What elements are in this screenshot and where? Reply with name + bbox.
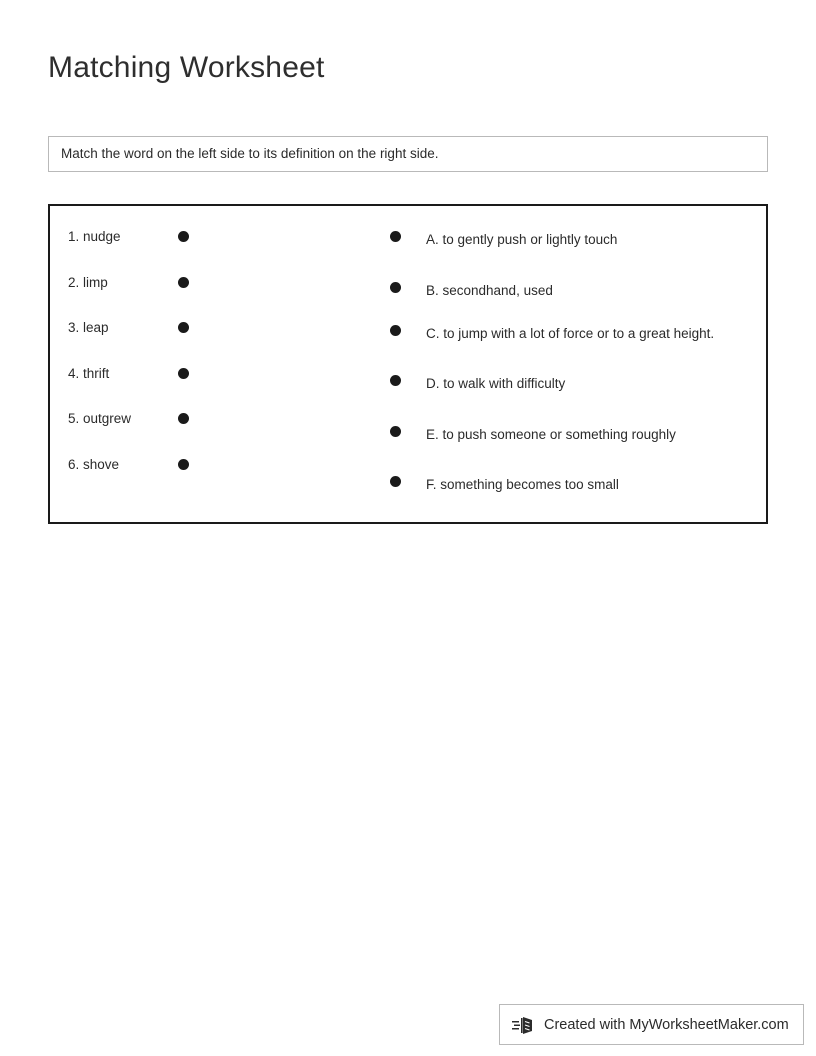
myworksheetmaker-logo-icon bbox=[512, 1014, 538, 1036]
match-dot-icon[interactable] bbox=[390, 282, 401, 293]
match-dot-icon[interactable] bbox=[178, 459, 189, 470]
match-dot-icon[interactable] bbox=[390, 375, 401, 386]
list-item[interactable] bbox=[68, 228, 358, 274]
match-dot-icon[interactable] bbox=[178, 277, 189, 288]
match-dot-icon[interactable] bbox=[178, 368, 189, 379]
instructions-text: Match the word on the left side to its definition on the right side. bbox=[61, 146, 439, 161]
list-item[interactable] bbox=[68, 365, 358, 411]
match-dot-icon[interactable] bbox=[390, 426, 401, 437]
list-item[interactable] bbox=[68, 319, 358, 365]
instructions-box bbox=[48, 136, 768, 172]
word-label: 6. shove bbox=[68, 456, 120, 472]
words-column bbox=[68, 228, 358, 501]
definition-label: C. to jump with a lot of force or to a great height. bbox=[426, 325, 715, 341]
list-item[interactable] bbox=[390, 322, 750, 345]
definitions-column bbox=[390, 228, 750, 524]
definition-label: E. to push someone or something roughly bbox=[426, 426, 676, 442]
list-item[interactable] bbox=[68, 274, 358, 320]
list-item[interactable] bbox=[390, 279, 750, 302]
list-item[interactable] bbox=[390, 473, 750, 496]
definition-label: A. to gently push or lightly touch bbox=[426, 232, 618, 247]
match-dot-icon[interactable] bbox=[178, 231, 189, 242]
footer-attribution-text: Created with MyWorksheetMaker.com bbox=[544, 1016, 789, 1033]
list-item[interactable] bbox=[68, 410, 358, 456]
list-item[interactable] bbox=[68, 456, 358, 502]
word-label: 4. thrift bbox=[68, 365, 110, 381]
word-label: 3. leap bbox=[68, 320, 109, 335]
word-label: 2. limp bbox=[68, 274, 108, 290]
word-label: 5. outgrew bbox=[68, 411, 132, 426]
match-dot-icon[interactable] bbox=[390, 231, 401, 242]
matching-exercise-box bbox=[48, 204, 768, 524]
page-title: Matching Worksheet bbox=[48, 51, 325, 84]
definition-label: D. to walk with difficulty bbox=[426, 376, 566, 391]
match-dot-icon[interactable] bbox=[178, 322, 189, 333]
footer-attribution-badge[interactable] bbox=[499, 1004, 804, 1045]
list-item[interactable] bbox=[390, 423, 750, 446]
definition-label: F. something becomes too small bbox=[426, 477, 619, 492]
definition-label: B. secondhand, used bbox=[426, 282, 553, 298]
word-label: 1. nudge bbox=[68, 229, 121, 244]
match-dot-icon[interactable] bbox=[390, 325, 401, 336]
list-item[interactable] bbox=[390, 228, 750, 251]
match-dot-icon[interactable] bbox=[178, 413, 189, 424]
list-item[interactable] bbox=[390, 372, 750, 395]
match-dot-icon[interactable] bbox=[390, 476, 401, 487]
